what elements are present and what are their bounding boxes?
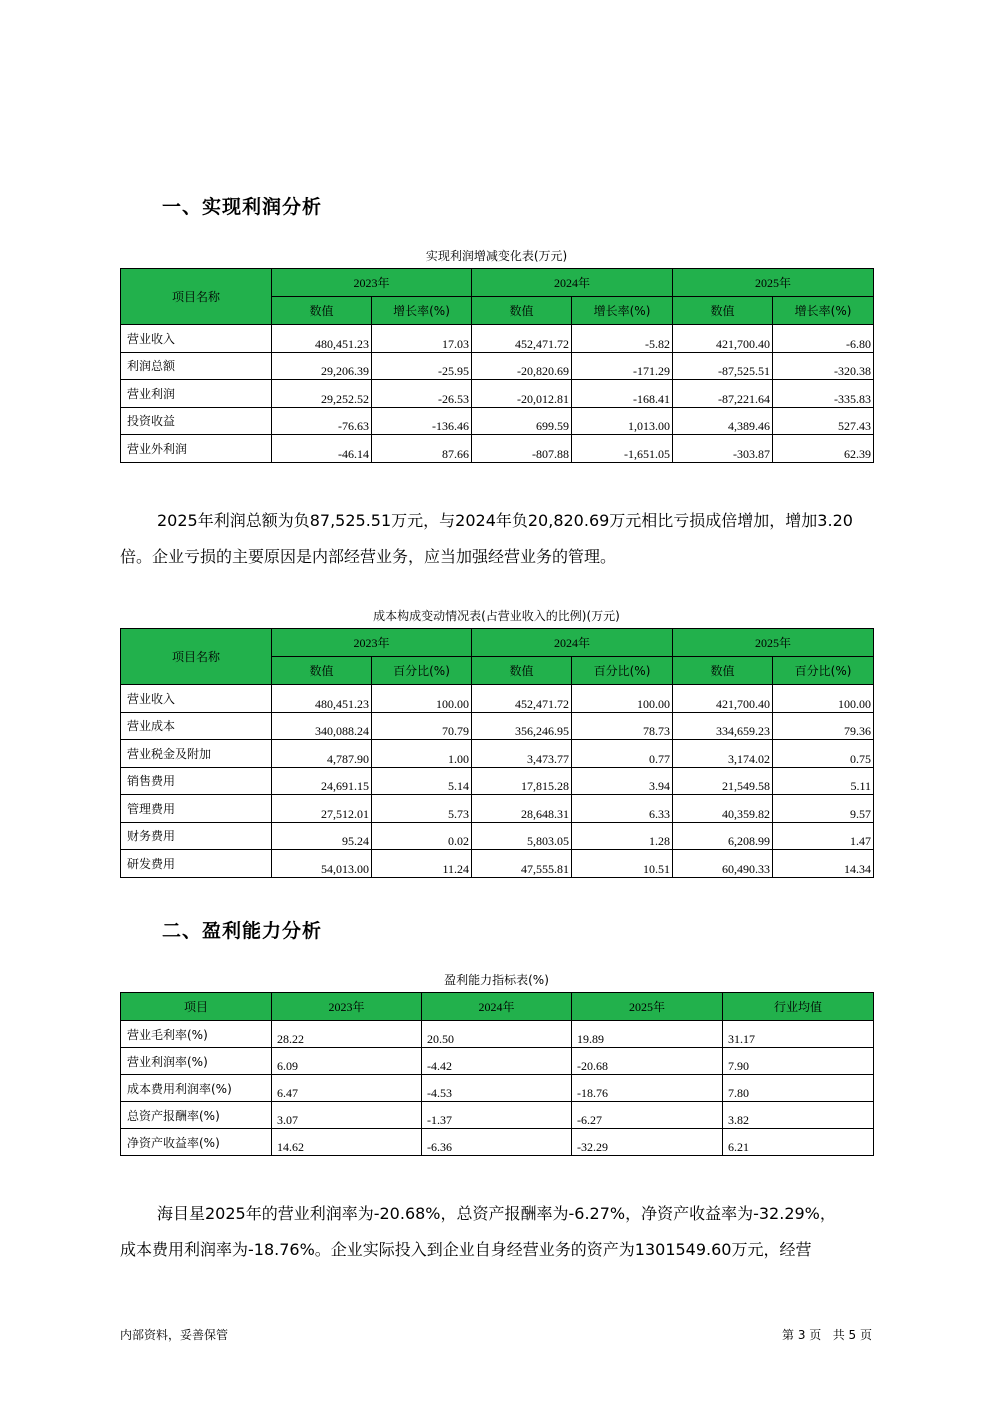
percent-header: 百分比(%)	[372, 657, 472, 685]
year-header: 2025年	[673, 269, 874, 297]
table-cell: 527.43	[773, 407, 874, 435]
table-cell: 17,815.28	[472, 767, 572, 795]
table-cell: 340,088.24	[272, 712, 372, 740]
table-cell: -87,221.64	[673, 380, 773, 408]
row-label: 投资收益	[121, 407, 272, 435]
table-cell: 421,700.40	[673, 325, 773, 353]
table-cell: -303.87	[673, 435, 773, 463]
table-cell: -87,525.51	[673, 352, 773, 380]
table-row	[121, 1102, 874, 1129]
year-header: 2025年	[673, 629, 874, 657]
item-name-header: 项目名称	[121, 629, 272, 685]
table-cell: 40,359.82	[673, 795, 773, 823]
table-cell: 62.39	[773, 435, 874, 463]
table-row	[121, 1129, 874, 1156]
table-cell: -6.36	[422, 1129, 572, 1156]
table-row	[121, 685, 874, 713]
item-header: 项目	[121, 993, 272, 1021]
table-row	[121, 407, 874, 435]
table-row	[121, 822, 874, 850]
row-label: 营业收入	[121, 325, 272, 353]
table-cell: 7.80	[723, 1075, 874, 1102]
table-cell: 6.21	[723, 1129, 874, 1156]
table-cell: 6.33	[572, 795, 673, 823]
paragraph-line: 倍。企业亏损的主要原因是内部经营业务，应当加强经营业务的管理。	[120, 547, 617, 566]
table-row	[121, 352, 874, 380]
year-header: 2025年	[572, 993, 723, 1021]
table-cell: 5.11	[773, 767, 874, 795]
table-cell: 19.89	[572, 1021, 723, 1048]
table-cell: 31.17	[723, 1021, 874, 1048]
table-cell: 452,471.72	[472, 685, 572, 713]
profit-change-table	[120, 268, 874, 463]
table-cell: 14.34	[773, 850, 874, 878]
paragraph-line: 成本费用利润率为-18.76%。企业实际投入到企业自身经营业务的资产为1301549.60万元，经营	[120, 1240, 812, 1259]
growth-rate-header: 增长率(%)	[372, 297, 472, 325]
table-cell: 1.28	[572, 822, 673, 850]
table-cell: 47,555.81	[472, 850, 572, 878]
analysis-paragraph	[120, 1196, 873, 1268]
table-cell: 0.75	[773, 740, 874, 768]
table-cell: 7.90	[723, 1048, 874, 1075]
table-cell: -46.14	[272, 435, 372, 463]
profitability-table	[120, 992, 874, 1156]
table-body	[121, 685, 874, 878]
value-header: 数值	[472, 297, 572, 325]
table-cell: 699.59	[472, 407, 572, 435]
table-cell: 480,451.23	[272, 325, 372, 353]
industry-average-header: 行业均值	[723, 993, 874, 1021]
table-caption: 实现利润增减变化表(万元)	[425, 249, 568, 263]
table-cell: 100.00	[372, 685, 472, 713]
table-cell: 452,471.72	[472, 325, 572, 353]
value-header: 数值	[272, 297, 372, 325]
table-cell: -26.53	[372, 380, 472, 408]
year-header: 2023年	[272, 993, 422, 1021]
table-row	[121, 1075, 874, 1102]
table-row	[121, 795, 874, 823]
table-cell: 70.79	[372, 712, 472, 740]
value-header: 数值	[272, 657, 372, 685]
table-body	[121, 325, 874, 463]
row-label: 营业毛利率(%)	[121, 1021, 272, 1048]
row-label: 营业收入	[121, 685, 272, 713]
table-cell: 11.24	[372, 850, 472, 878]
percent-header: 百分比(%)	[773, 657, 874, 685]
table-caption: 成本构成变动情况表(占营业收入的比例)(万元)	[373, 609, 620, 623]
table-cell: 78.73	[572, 712, 673, 740]
table-cell: 28,648.31	[472, 795, 572, 823]
section-title: 一、实现利润分析	[162, 196, 323, 218]
table-cell: 24,691.15	[272, 767, 372, 795]
table-cell: 100.00	[572, 685, 673, 713]
growth-rate-header: 增长率(%)	[773, 297, 874, 325]
table-row	[121, 325, 874, 353]
percent-header: 百分比(%)	[572, 657, 673, 685]
table-cell: -168.41	[572, 380, 673, 408]
table-cell: 5.14	[372, 767, 472, 795]
paragraph-line: 海目星2025年的营业利润率为-20.68%，总资产报酬率为-6.27%，净资产收益率为-32.29%，	[157, 1204, 836, 1223]
row-label: 销售费用	[121, 767, 272, 795]
table-cell: -25.95	[372, 352, 472, 380]
table-cell: -4.42	[422, 1048, 572, 1075]
table-row	[121, 712, 874, 740]
table-cell: -20.68	[572, 1048, 723, 1075]
year-header: 2023年	[272, 269, 472, 297]
table-cell: 6,208.99	[673, 822, 773, 850]
row-label: 净资产收益率(%)	[121, 1129, 272, 1156]
table-cell: 6.09	[272, 1048, 422, 1075]
table-cell: 1.47	[773, 822, 874, 850]
table-row	[121, 380, 874, 408]
table-cell: -136.46	[372, 407, 472, 435]
item-name-header: 项目名称	[121, 269, 272, 325]
page-number: 第 3 页 共 5 页	[782, 1328, 872, 1342]
table-cell: -1.37	[422, 1102, 572, 1129]
table-row	[121, 1021, 874, 1048]
table-cell: 1.00	[372, 740, 472, 768]
table-cell: -20,012.81	[472, 380, 572, 408]
table-caption: 盈利能力指标表(%)	[444, 973, 549, 987]
table-cell: 9.57	[773, 795, 874, 823]
table-cell: 480,451.23	[272, 685, 372, 713]
table-cell: -18.76	[572, 1075, 723, 1102]
table-cell: -76.63	[272, 407, 372, 435]
value-header: 数值	[472, 657, 572, 685]
table-cell: -171.29	[572, 352, 673, 380]
value-header: 数值	[673, 297, 773, 325]
table-cell: -335.83	[773, 380, 874, 408]
table-cell: 3,473.77	[472, 740, 572, 768]
row-label: 总资产报酬率(%)	[121, 1102, 272, 1129]
paragraph-line: 2025年利润总额为负87,525.51万元，与2024年负20,820.69万元相比亏损成倍增加，增加3.20	[157, 511, 853, 530]
table-cell: 4,389.46	[673, 407, 773, 435]
table-cell: -5.82	[572, 325, 673, 353]
table-cell: 20.50	[422, 1021, 572, 1048]
table-cell: -1,651.05	[572, 435, 673, 463]
table-cell: 421,700.40	[673, 685, 773, 713]
table-row	[121, 1048, 874, 1075]
table-cell: 356,246.95	[472, 712, 572, 740]
table-cell: 3.82	[723, 1102, 874, 1129]
table-cell: 29,206.39	[272, 352, 372, 380]
table-cell: 0.02	[372, 822, 472, 850]
table-cell: 5.73	[372, 795, 472, 823]
table-cell: 95.24	[272, 822, 372, 850]
value-header: 数值	[673, 657, 773, 685]
table-cell: -807.88	[472, 435, 572, 463]
footer-note: 内部资料，妥善保管	[120, 1328, 229, 1342]
table-cell: -320.38	[773, 352, 874, 380]
row-label: 营业外利润	[121, 435, 272, 463]
table-cell: 60,490.33	[673, 850, 773, 878]
table-cell: -6.80	[773, 325, 874, 353]
table-cell: 5,803.05	[472, 822, 572, 850]
table-cell: 100.00	[773, 685, 874, 713]
row-label: 营业税金及附加	[121, 740, 272, 768]
table-cell: 3.94	[572, 767, 673, 795]
row-label: 营业利润	[121, 380, 272, 408]
year-header: 2024年	[472, 629, 673, 657]
row-label: 成本费用利润率(%)	[121, 1075, 272, 1102]
table-cell: -20,820.69	[472, 352, 572, 380]
year-header: 2024年	[472, 269, 673, 297]
year-header: 2024年	[422, 993, 572, 1021]
table-cell: 17.03	[372, 325, 472, 353]
table-cell: 334,659.23	[673, 712, 773, 740]
table-cell: -32.29	[572, 1129, 723, 1156]
growth-rate-header: 增长率(%)	[572, 297, 673, 325]
table-row	[121, 740, 874, 768]
table-cell: 14.62	[272, 1129, 422, 1156]
table-cell: 27,512.01	[272, 795, 372, 823]
table-cell: 3.07	[272, 1102, 422, 1129]
table-cell: 4,787.90	[272, 740, 372, 768]
table-cell: 0.77	[572, 740, 673, 768]
table-cell: 10.51	[572, 850, 673, 878]
row-label: 管理费用	[121, 795, 272, 823]
table-cell: 1,013.00	[572, 407, 673, 435]
year-header: 2023年	[272, 629, 472, 657]
table-body	[121, 1021, 874, 1156]
table-cell: 6.47	[272, 1075, 422, 1102]
row-label: 财务费用	[121, 822, 272, 850]
table-cell: -6.27	[572, 1102, 723, 1129]
table-cell: 79.36	[773, 712, 874, 740]
table-cell: 21,549.58	[673, 767, 773, 795]
table-cell: 3,174.02	[673, 740, 773, 768]
table-row	[121, 850, 874, 878]
row-label: 利润总额	[121, 352, 272, 380]
table-cell: 28.22	[272, 1021, 422, 1048]
table-cell: 54,013.00	[272, 850, 372, 878]
table-row	[121, 435, 874, 463]
table-row	[121, 767, 874, 795]
analysis-paragraph	[120, 503, 873, 575]
section-title: 二、盈利能力分析	[162, 920, 323, 942]
row-label: 研发费用	[121, 850, 272, 878]
table-cell: -4.53	[422, 1075, 572, 1102]
table-cell: 29,252.52	[272, 380, 372, 408]
row-label: 营业成本	[121, 712, 272, 740]
row-label: 营业利润率(%)	[121, 1048, 272, 1075]
table-cell: 87.66	[372, 435, 472, 463]
cost-structure-table	[120, 628, 874, 878]
